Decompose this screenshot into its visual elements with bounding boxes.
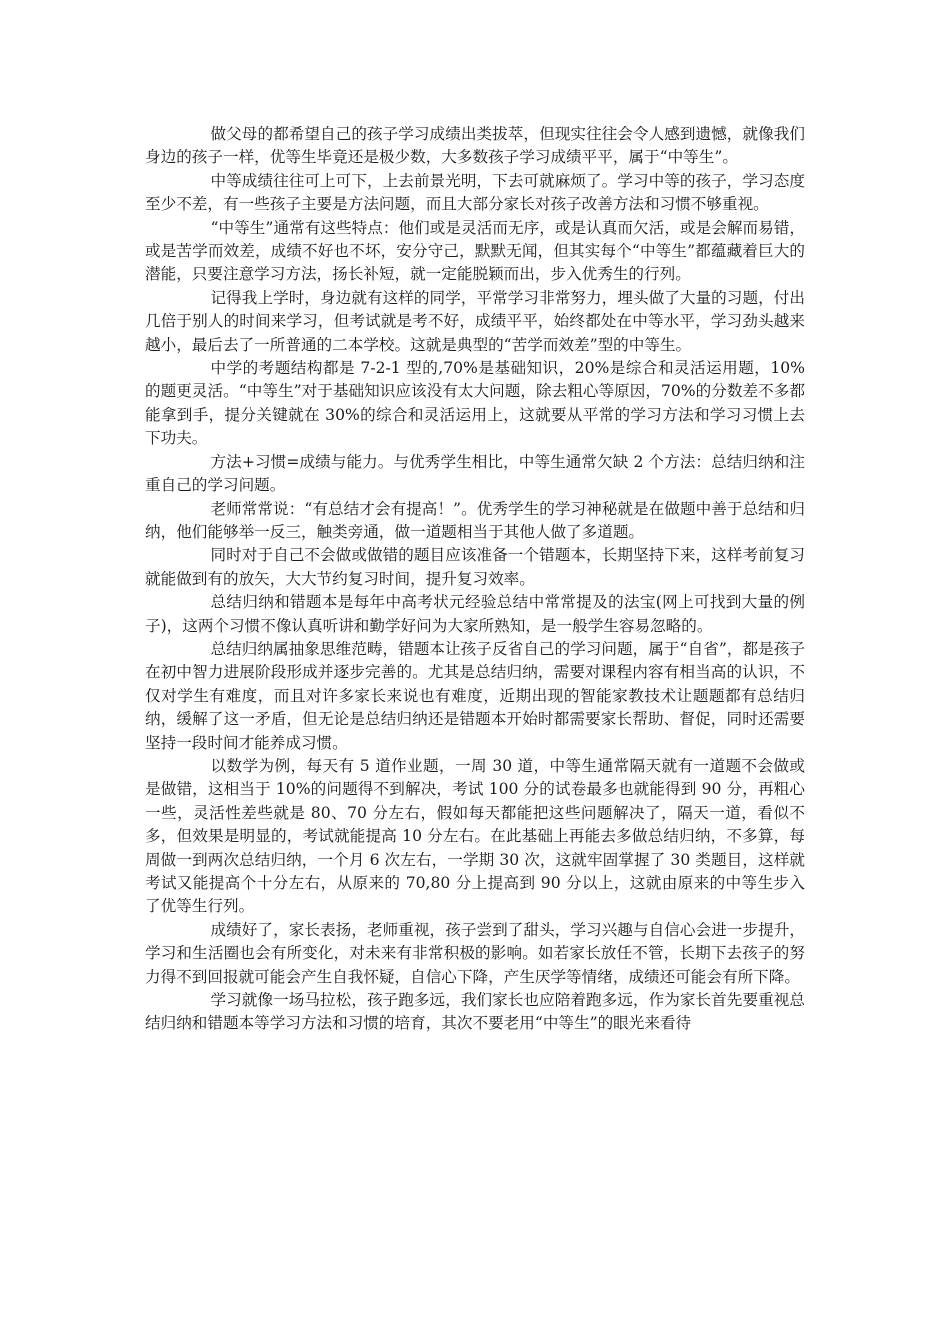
paragraph-3: “中等生”通常有这些特点：他们或是灵活而无序，或是认真而欠活，或是会解而易错，或是苦学而效差，成绩不好也不坏，安分守己，默默无闻，但其实每个“中等生”都蕴藏着巨大的潜能，只要注意学习方法，扬长补短，就一定能脱颖而出，步入优秀生的行列。 — [145, 218, 805, 284]
paragraph-12: 成绩好了，家长表扬，老师重视，孩子尝到了甜头，学习兴趣与自信心会进一步提升，学习和生活圈也会有所变化，对未来有非常积极的影响。如若家长放任不管，长期下去孩子的努力得不到回报就可能会产生自我怀疑，自信心下降，产生厌学等情绪，成绩还可能会有所下降。 — [145, 920, 805, 986]
paragraph-11: 以数学为例，每天有 5 道作业题，一周 30 道，中等生通常隔天就有一道题不会做或是做错，这相当于 10%的问题得不到解决，考试 100 分的试卷最多也就能得到 90 分，再粗心一些，灵活性差些就是 80、70 分左右，假如每天都能把这些问题解决了，隔天一道，看似不多，但效果是明显的，考试就能提高 10 分左右。在此基础上再能去多做总结归纳，不多算，每周做一到两次总结归纳，一个月 6 次左右，一学期 30 次，这就牢固掌握了 30 类题目，这样就考试又能提高个十分左右，从原来的 70,80 分上提高到 90 分以上，这就由原来的中等生步入了优等生行列。 — [145, 756, 805, 916]
paragraph-6: 方法+习惯=成绩与能力。与优秀学生相比，中等生通常欠缺 2 个方法：总结归纳和注重自己的学习问题。 — [145, 452, 805, 495]
paragraph-8: 同时对于自己不会做或做错的题目应该准备一个错题本，长期坚持下来，这样考前复习就能做到有的放矢，大大节约复习时间，提升复习效率。 — [145, 546, 805, 588]
paragraph-10: 总结归纳属抽象思维范畴，错题本让孩子反省自己的学习问题，属于“自省”，都是孩子在初中智力进展阶段形成并逐步完善的。尤其是总结归纳，需要对课程内容有相当高的认识，不仅对学生有难度，而且对许多家长来说也有难度，近期出现的智能家教技术让题题都有总结归纳，缓解了这一矛盾，但无论是总结归纳还是错题本开始时都需要家长帮助、督促，同时还需要坚持一段时间才能养成习惯。 — [145, 639, 805, 752]
document-body — [145, 123, 805, 1036]
paragraph-2: 中等成绩往往可上可下，上去前景光明，下去可就麻烦了。学习中等的孩子，学习态度至少不差，有一些孩子主要是方法问题，而且大部分家长对孩子改善方法和习惯不够重视。 — [145, 171, 805, 214]
paragraph-1: 做父母的都希望自己的孩子学习成绩出类拔萃，但现实往往会令人感到遗憾，就像我们身边的孩子一样，优等生毕竟还是极少数，大多数孩子学习成绩平平，属于“中等生”。 — [145, 125, 805, 167]
paragraph-5: 中学的考题结构都是 7-2-1 型的,70%是基础知识，20%是综合和灵活运用题，10%的题更灵活。“中等生”对于基础知识应该没有太大问题，除去粗心等原因，70%的分数差不多都能拿到手，提分关键就在 30%的综合和灵活运用上，这就要从平常的学习方法和学习习惯上去下功夫。 — [145, 359, 805, 448]
paragraph-9: 总结归纳和错题本是每年中高考状元经验总结中常常提及的法宝(网上可找到大量的例子)，这两个习惯不像认真听讲和勤学好问为大家所熟知，是一般学生容易忽略的。 — [145, 593, 805, 635]
paragraph-7: 老师常常说：“有总结才会有提高！”。优秀学生的学习神秘就是在做题中善于总结和归纳，他们能够举一反三，触类旁通，做一道题相当于其他人做了多道题。 — [145, 499, 805, 541]
paragraph-4: 记得我上学时，身边就有这样的同学，平常学习非常努力，埋头做了大量的习题，付出几倍于别人的时间来学习，但考试就是考不好，成绩平平，始终都处在中等水平，学习劲头越来越小，最后去了一所普通的二本学校。这就是典型的“苦学而效差”型的中等生。 — [145, 288, 805, 354]
paragraph-13: 学习就像一场马拉松，孩子跑多远，我们家长也应陪着跑多远，作为家长首先要重视总结归纳和错题本等学习方法和习惯的培育，其次不要老用“中等生”的眼光来看待 — [145, 991, 805, 1033]
